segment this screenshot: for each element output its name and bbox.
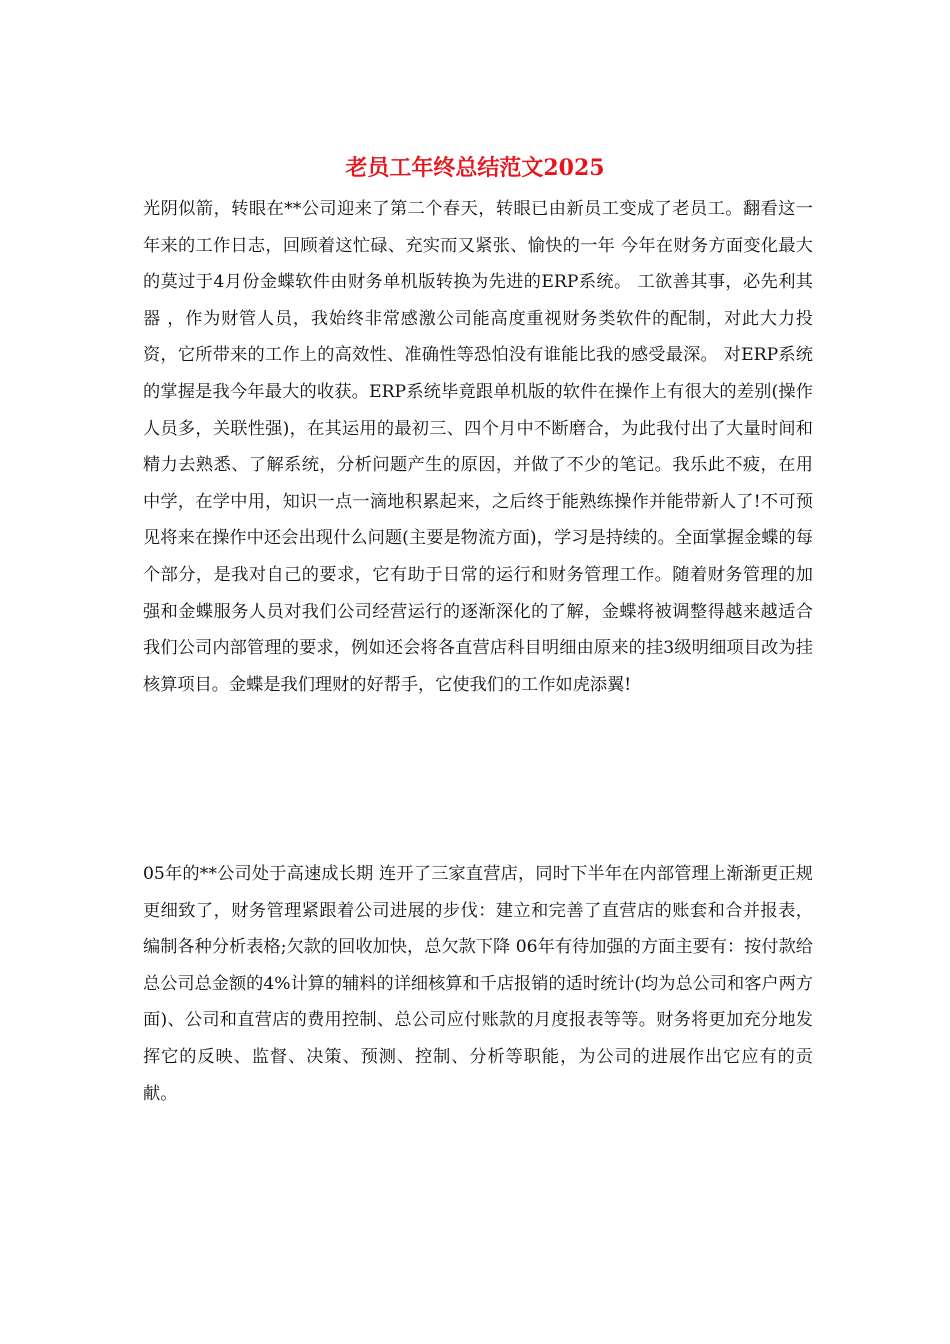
paragraph-2: 05年的**公司处于高速成长期 连开了三家直营店，同时下半年在内部管理上渐渐更正规更细致了，财务管理紧跟着公司进展的步伐：建立和完善了直营店的账套和合并报表，编制各种分析表格;欠款的回收加快，总欠款下降 06年有待加强的方面主要有：按付款给总公司总金额的4%计算的辅料的详细核算和千店报销的适时统计(均为总公司和客户两方面)、公司和直营店的费用控制、总公司应付账款的月度报表等等。财务将更加充分地发挥它的反映、监督、决策、预测、控制、分析等职能，为公司的进展作出它应有的贡献。 (143, 864, 813, 1104)
paragraph-1: 光阴似箭，转眼在**公司迎来了第二个春天，转眼已由新员工变成了老员工。翻看这一年来的工作日志，回顾着这忙碌、充实而又紧张、愉快的一年 今年在财务方面变化最大的莫过于4月份金蝶软件由财务单机版转换为先进的ERP系统。 工欲善其事，必先利其器 ，作为财管人员，我始终非常感激公司能高度重视财务类软件的配制，对此大力投资，它所带来的工作上的高效性、准确性等恐怕没有谁能比我的感受最深。 对ERP系统的掌握是我今年最大的收获。ERP系统毕竟跟单机版的软件在操作上有很大的差别(操作人员多，关联性强)，在其运用的最初三、四个月中不断磨合，为此我付出了大量时间和精力去熟悉、了解系统，分析问题产生的原因，并做了不少的笔记。我乐此不疲，在用中学，在学中用，知识一点一滴地积累起来，之后终于能熟练操作并能带新人了!不可预见将来在操作中还会出现什么问题(主要是物流方面)，学习是持续的。全面掌握金蝶的每个部分，是我对自己的要求，它有助于日常的运行和财务管理工作。随着财务管理的加强和金蝶服务人员对我们公司经营运行的逐渐深化的了解，金蝶将被调整得越来越适合我们公司内部管理的要求，例如还会将各直营店科目明细由原来的挂3级明细项目改为挂核算项目。金蝶是我们理财的好帮手，它使我们的工作如虎添翼! (143, 199, 813, 695)
document-title: 老员工年终总结范文2025 (345, 155, 605, 181)
